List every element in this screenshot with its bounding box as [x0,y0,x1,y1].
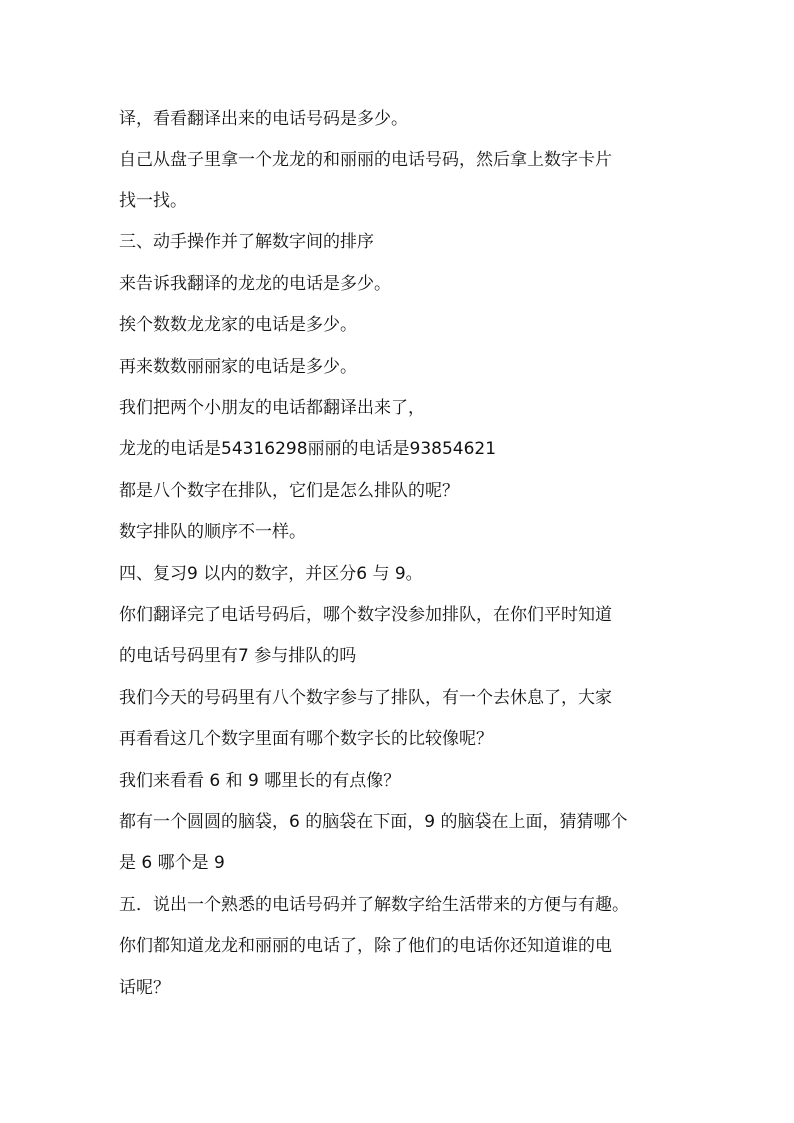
text-line: 我们把两个小朋友的电话都翻译出来了， [119,398,425,418]
text-line: 再来数数丽丽家的电话是多少。 [119,357,357,377]
section-heading: 四、复习9 以内的数字，并区分6 与 9。 [119,564,423,584]
text-line: 来告诉我翻译的龙龙的电话是多少。 [119,274,391,294]
text-line: 你们翻译完了电话号码后，哪个数字没参加排队，在你们平时知道 [119,605,612,625]
text-line: 龙龙的电话是54316298丽丽的电话是93854621 [119,439,497,459]
text-line: 的电话号码里有7 参与排队的吗 [119,646,357,666]
text-line: 你们都知道龙龙和丽丽的电话了，除了他们的电话你还知道谁的电 [119,936,612,956]
text-line: 再看看这几个数字里面有哪个数字长的比较像呢？ [119,729,493,749]
text-line: 数字排队的顺序不一样。 [119,522,306,542]
text-line: 我们今天的号码里有八个数字参与了排队，有一个去休息了，大家 [119,688,612,708]
text-line: 是 6 哪个是 9 [119,853,225,873]
text-line: 自己从盘子里拿一个龙龙的和丽丽的电话号码，然后拿上数字卡片 [119,150,612,170]
text-line: 都是八个数字在排队，它们是怎么排队的呢？ [119,481,459,501]
text-line: 我们来看看 6 和 9 哪里长的有点像？ [119,771,401,791]
section-heading: 五．说出一个熟悉的电话号码并了解数字给生活带来的方便与有趣。 [119,895,629,915]
section-heading: 三、动手操作并了解数字间的排序 [119,232,374,252]
text-line: 挨个数数龙龙家的电话是多少。 [119,315,357,335]
text-line: 找一找。 [119,191,187,211]
text-line: 话呢？ [119,978,170,998]
text-line: 都有一个圆圆的脑袋，6 的脑袋在下面，9 的脑袋在上面，猜猜哪个 [119,812,628,832]
text-line: 译，看看翻译出来的电话号码是多少。 [119,109,408,129]
